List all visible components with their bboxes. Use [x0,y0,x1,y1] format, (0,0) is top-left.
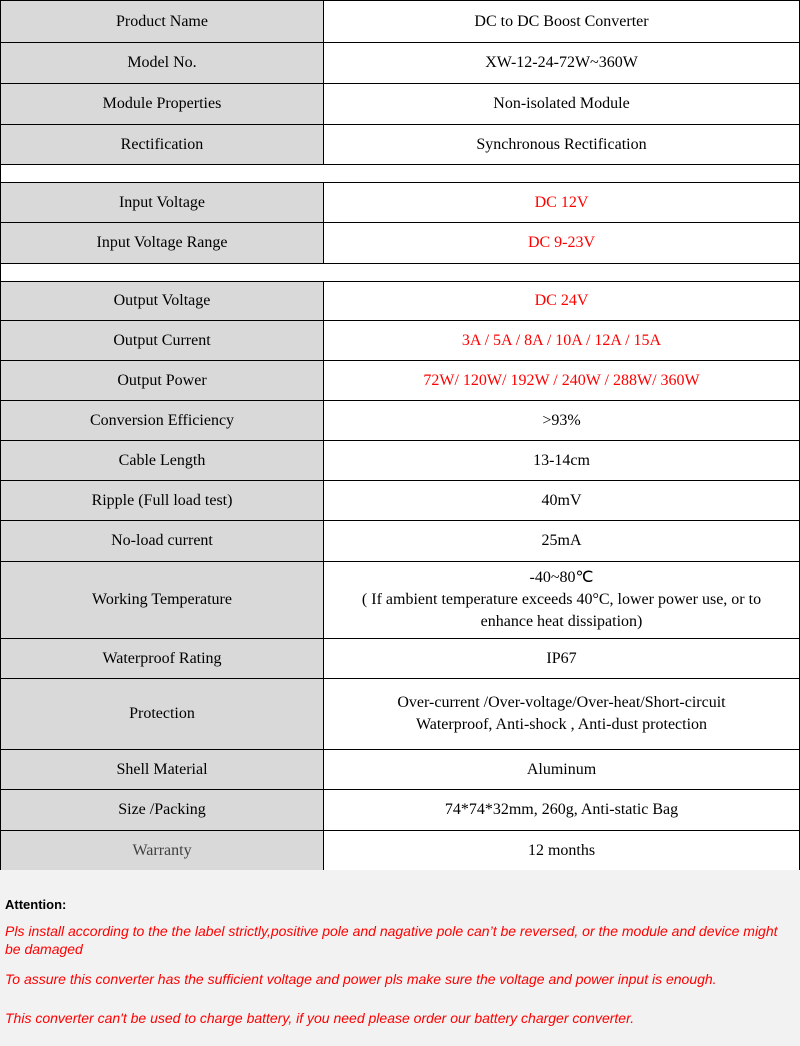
value-line: Over-current /Over-voltage/Over-heat/Short-circuit [397,694,726,711]
attention-note: To assure this converter has the sufficient voltage and power pls make sure the voltage and power input is enough. [5,971,717,987]
spec-value: Synchronous Rectification [324,125,800,165]
spec-label: Shell Material [1,750,324,790]
spec-label: Working Temperature [1,562,324,639]
spec-row-shell-material [1,750,800,790]
spec-value: DC 9-23V [324,223,800,264]
spec-label: Input Voltage Range [1,223,324,264]
spec-row-output-current [1,321,800,361]
spec-label: No-load current [1,521,324,562]
spec-value: 12 months [324,831,800,871]
spec-row-output-power [1,361,800,401]
spec-value: Non-isolated Module [324,84,800,125]
spec-value: XW-12-24-72W~360W [324,43,800,84]
spec-row-no-load-current [1,521,800,562]
spec-label: Rectification [1,125,324,165]
spec-row-output-voltage [1,282,800,321]
spec-row-ripple [1,481,800,521]
spec-value: 72W/ 120W/ 192W / 240W / 288W/ 360W [324,361,800,401]
spec-row-warranty [1,831,800,871]
spec-row-conversion-efficiency [1,401,800,441]
spacer-cell [1,165,800,183]
spec-label: Ripple (Full load test) [1,481,324,521]
spec-row-size-packing [1,790,800,831]
spec-value: DC 24V [324,282,800,321]
spec-value: IP67 [324,639,800,679]
spec-row-rectification [1,125,800,165]
spec-value-multiline [324,679,800,750]
spec-label: Output Current [1,321,324,361]
spacer-row [1,264,800,282]
spec-value: 74*74*32mm, 260g, Anti-static Bag [324,790,800,831]
spec-label: Conversion Efficiency [1,401,324,441]
spec-value: 3A / 5A / 8A / 10A / 12A / 15A [324,321,800,361]
spec-value: Aluminum [324,750,800,790]
attention-note: This converter can't be used to charge battery, if you need please order our battery charger converter. [5,1010,635,1026]
value-line: enhance heat dissipation) [480,613,643,630]
spec-value: DC 12V [324,183,800,223]
spec-row-module-properties [1,84,800,125]
spec-label: Module Properties [1,84,324,125]
spec-value: 40mV [324,481,800,521]
spec-row-input-voltage [1,183,800,223]
spec-value: >93% [324,401,800,441]
value-line: -40~80℃ [529,569,594,586]
spec-row-protection [1,679,800,750]
spec-value-multiline [324,562,800,639]
spec-value: 13-14cm [324,441,800,481]
spec-label: Size /Packing [1,790,324,831]
spec-label: Waterproof Rating [1,639,324,679]
spacer-row [1,165,800,183]
spec-value: 25mA [324,521,800,562]
spec-row-input-voltage-range [1,223,800,264]
spacer-cell [1,264,800,282]
spec-label: Output Power [1,361,324,401]
attention-note: Pls install according to the the label strictly,positive pole and nagative pole can’t be reversed, or the module and device might be damaged [5,923,778,957]
spec-row-cable-length [1,441,800,481]
spec-label: Warranty [1,831,324,871]
spec-label: Input Voltage [1,183,324,223]
spec-label: Product Name [1,1,324,43]
spec-row-working-temperature [1,562,800,639]
spec-label: Protection [1,679,324,750]
attention-section [0,870,800,1046]
spec-row-product-name [1,1,800,43]
spec-label: Cable Length [1,441,324,481]
attention-title: Attention: [5,897,67,912]
spec-row-model-no [1,43,800,84]
spec-row-waterproof-rating [1,639,800,679]
value-line: Waterproof, Anti-shock , Anti-dust protection [415,716,708,733]
spec-label: Output Voltage [1,282,324,321]
value-line: ( If ambient temperature exceeds 40°C, lower power use, or to [361,591,762,608]
spec-label: Model No. [1,43,324,84]
spec-value: DC to DC Boost Converter [324,1,800,43]
